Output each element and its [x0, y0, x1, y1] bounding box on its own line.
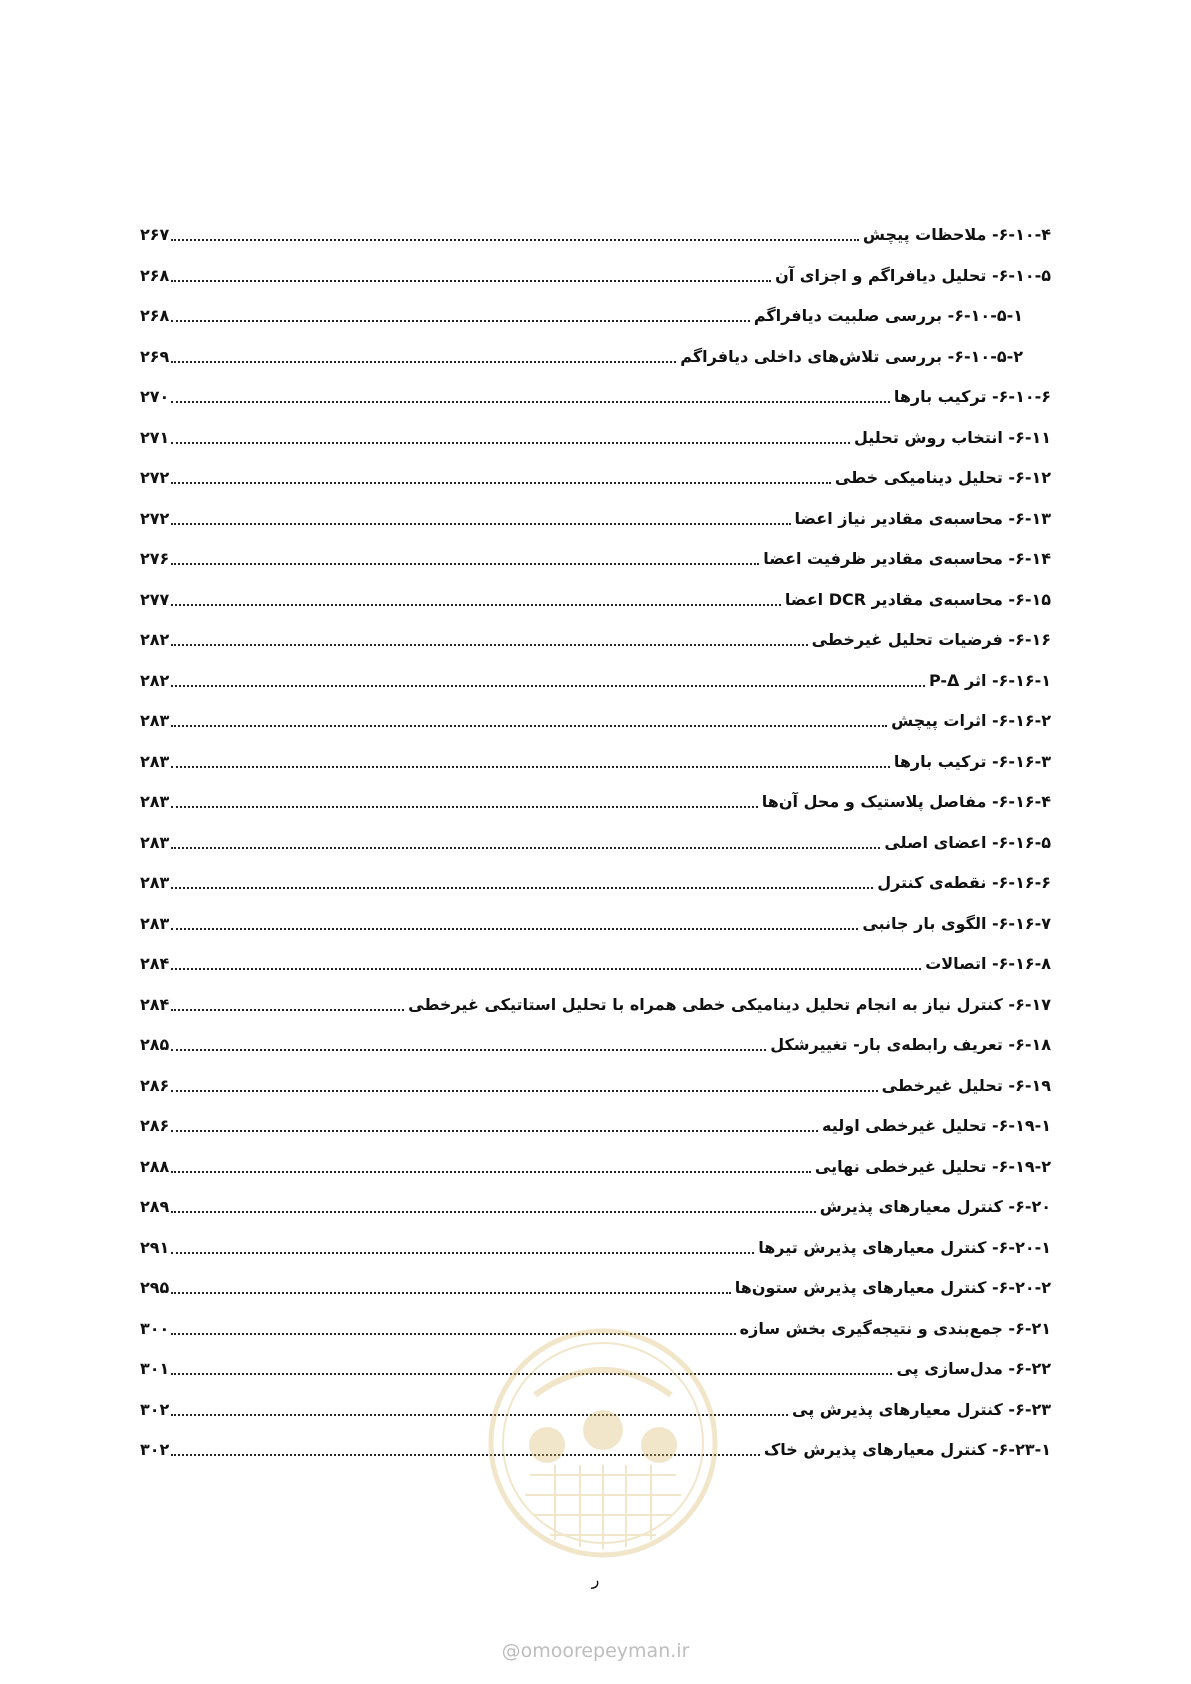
toc-entry-page: ۲۹۱: [140, 1237, 170, 1257]
toc-entry[interactable]: [140, 210, 1051, 246]
toc-entry[interactable]: [140, 818, 1051, 854]
toc-entry[interactable]: [140, 656, 1051, 692]
toc-entry-row: [140, 1156, 1051, 1178]
toc-entry[interactable]: [140, 1263, 1051, 1299]
toc-entry-row: [140, 710, 1051, 732]
toc-dot-leader: [171, 1171, 811, 1173]
toc-entry-title: ۶-۲۱- جمع‌بندی و نتیجه‌گیری بخش سازه: [739, 1318, 1051, 1338]
toc-entry[interactable]: [140, 858, 1051, 894]
toc-entry-row: [140, 1237, 1051, 1259]
toc-dot-leader: [171, 280, 771, 282]
toc-dot-leader: [171, 1049, 766, 1051]
toc-entry[interactable]: [140, 1101, 1051, 1137]
toc-entry[interactable]: [140, 899, 1051, 935]
toc-entry[interactable]: [140, 372, 1051, 408]
toc-entry-title: ۶-۱۷- کنترل نیاز به انجام تحلیل دینامیکی خطی همراه با تحلیل استاتیکی غیرخطی: [408, 994, 1051, 1014]
toc-dot-leader: [171, 442, 850, 444]
toc-entry-title: ۶-۱۶-۵- اعضای اصلی: [884, 832, 1051, 852]
toc-dot-leader: [171, 1009, 404, 1011]
toc-entry-row: [140, 427, 1051, 449]
toc-entry[interactable]: [140, 615, 1051, 651]
toc-dot-leader: [171, 928, 858, 930]
toc-dot-leader: [171, 887, 873, 889]
toc-entry-title: ۶-۱۸- تعریف رابطه‌ی بار- تغییرشکل: [770, 1035, 1051, 1054]
toc-entry[interactable]: [140, 251, 1051, 287]
toc-entry-page: ۲۸۳: [140, 832, 170, 852]
toc-entry-page: ۳۰۰: [140, 1318, 170, 1338]
toc-entry-title: ۶-۱۰-۶- ترکیب بارها: [893, 387, 1051, 406]
toc-entry-page: ۲۸۲: [140, 670, 170, 690]
toc-entry-row: [140, 953, 1051, 975]
toc-entry-title: ۶-۲۰- کنترل معیارهای پذیرش: [819, 1197, 1051, 1216]
toc-entry-page: ۲۷۶: [140, 549, 170, 568]
toc-entry-page: ۲۸۲: [140, 630, 170, 649]
toc-entry-row: [140, 629, 1051, 651]
toc-entry-page: ۳۰۲: [140, 1440, 170, 1459]
toc-dot-leader: [171, 523, 790, 525]
toc-entry-page: ۳۰۲: [140, 1399, 170, 1419]
toc-entry-page: ۲۶۷: [140, 225, 170, 244]
toc-dot-leader: [171, 968, 921, 970]
toc-entry-row: [140, 1277, 1051, 1299]
toc-entry-title: ۶-۱۳- محاسبه‌ی مقادیر نیاز اعضا: [794, 508, 1051, 528]
toc-entry-title: ۶-۲۳- کنترل معیارهای پذیرش پی: [792, 1399, 1051, 1419]
toc-entry[interactable]: [140, 939, 1051, 975]
toc-entry-title: ۶-۱۲- تحلیل دینامیکی خطی: [834, 468, 1051, 487]
toc-entry-page: ۲۶۹: [140, 346, 170, 366]
toc-dot-leader: [171, 685, 925, 687]
toc-entry-row: [140, 1115, 1051, 1137]
toc-entry-row: [140, 670, 1051, 692]
toc-entry-row: [140, 994, 1051, 1016]
watermark-seal-logo: [485, 1325, 721, 1561]
toc-entry[interactable]: [140, 777, 1051, 813]
toc-entry-row: [140, 265, 1051, 287]
page-number: ر: [591, 1570, 600, 1589]
toc-entry[interactable]: [140, 534, 1051, 570]
toc-dot-leader: [171, 1211, 815, 1213]
toc-entry-title: ۶-۲۲- مدل‌سازی پی: [896, 1359, 1051, 1378]
toc-entry-page: ۲۸۵: [140, 1035, 170, 1054]
toc-entry-page: ۲۷۷: [140, 589, 170, 609]
toc-entry-page: ۲۶۸: [140, 306, 170, 325]
toc-entry-row: [140, 467, 1051, 489]
watermark-url: @omoorepeyman.ir: [501, 1640, 690, 1662]
toc-entry-page: ۲۷۲: [140, 468, 170, 487]
toc-dot-leader: [171, 847, 880, 849]
toc-entry-title: ۶-۱۶-۸- اتصالات: [925, 954, 1051, 973]
toc-entry-page: ۲۸۴: [140, 994, 170, 1014]
toc-entry-row: [140, 1196, 1051, 1218]
toc-entry-title: ۶-۲۰-۱- کنترل معیارهای پذیرش تیرها: [758, 1237, 1051, 1257]
toc-entry-title: ۶-۱۱- انتخاب روش تحلیل: [853, 427, 1051, 447]
toc-entry[interactable]: [140, 1142, 1051, 1178]
toc-entry-row: [140, 589, 1051, 611]
toc-entry-page: ۲۷۰: [140, 387, 170, 406]
toc-entry-title: ۶-۱۴- محاسبه‌ی مقادیر ظرفیت اعضا: [763, 549, 1051, 568]
toc-entry-row: [140, 346, 1051, 368]
toc-entry-title: ۶-۱۶-۶- نقطه‌ی کنترل: [877, 873, 1051, 892]
toc-entry[interactable]: [140, 1223, 1051, 1259]
toc-entry[interactable]: [140, 332, 1051, 368]
toc-entry-title: ۶-۱۶-۷- الگوی بار جانبی: [862, 913, 1051, 933]
toc-entry[interactable]: [140, 696, 1051, 732]
toc-entry[interactable]: [140, 1061, 1051, 1097]
toc-dot-leader: [171, 482, 831, 484]
toc-entry-title: ۶-۲۰-۲- کنترل معیارهای پذیرش ستون‌ها: [734, 1278, 1051, 1297]
toc-entry-row: [140, 872, 1051, 894]
toc-entry-page: ۲۹۵: [140, 1278, 170, 1297]
toc-entry-row: [140, 305, 1051, 327]
toc-entry-row: [140, 548, 1051, 570]
toc-entry-title: ۶-۱۹-۲- تحلیل غیرخطی نهایی: [814, 1156, 1051, 1176]
toc-entry-row: [140, 832, 1051, 854]
toc-dot-leader: [171, 725, 887, 727]
toc-dot-leader: [171, 401, 890, 403]
toc-entry[interactable]: [140, 1182, 1051, 1218]
toc-dot-leader: [171, 604, 781, 606]
toc-entry[interactable]: [140, 1020, 1051, 1056]
toc-entry-page: ۲۸۳: [140, 873, 170, 892]
toc-dot-leader: [171, 1090, 877, 1092]
toc-entry-title: ۶-۱۶-۳- ترکیب بارها: [893, 751, 1051, 771]
toc-entry-page: ۲۸۶: [140, 1116, 170, 1135]
toc-entry-row: [140, 386, 1051, 408]
toc-entry[interactable]: [140, 453, 1051, 489]
toc-dot-leader: [171, 361, 676, 363]
toc-dot-leader: [171, 644, 807, 646]
toc-entry-page: ۲۷۲: [140, 508, 170, 528]
toc-entry-title: ۶-۱۶-۴- مفاصل پلاستیک و محل آن‌ها: [761, 792, 1051, 811]
toc-entry-page: ۲۸۸: [140, 1156, 170, 1176]
toc-dot-leader: [171, 806, 757, 808]
toc-entry-page: ۳۰۱: [140, 1359, 170, 1378]
toc-dot-leader: [171, 1130, 818, 1132]
toc-entry-title: ۶-۱۰-۴- ملاحظات پیچش: [862, 225, 1051, 244]
toc-entry-row: [140, 1075, 1051, 1097]
toc-entry[interactable]: [140, 413, 1051, 449]
toc-entry-row: [140, 913, 1051, 935]
toc-entry-page: ۲۸۶: [140, 1075, 170, 1095]
toc-entry-title: ۶-۱۰-۵-۲- بررسی تلاش‌های داخلی دیافراگم: [680, 346, 1023, 366]
toc-entry-title: ۶-۱۵- محاسبه‌ی مقادیر DCR اعضا: [784, 589, 1051, 609]
toc-dot-leader: [171, 563, 759, 565]
toc-entry-title: ۶-۱۰-۵- تحلیل دیافراگم و اجزای آن: [775, 265, 1051, 285]
toc-entry-title: ۶-۱۹-۱- تحلیل غیرخطی اولیه: [822, 1116, 1051, 1135]
toc-entry-page: ۲۸۴: [140, 954, 170, 973]
toc-entry-title: ۶-۱۶- فرضیات تحلیل غیرخطی: [811, 630, 1051, 649]
toc-dot-leader: [171, 239, 859, 241]
toc-entry-page: ۲۸۳: [140, 913, 170, 933]
toc-dot-leader: [171, 766, 890, 768]
toc-entry-row: [140, 224, 1051, 246]
toc-entry-page: ۲۸۳: [140, 711, 170, 730]
toc-entry-page: ۲۶۸: [140, 265, 170, 285]
toc-entry-title: ۶-۱۰-۵-۱- بررسی صلبیت دیافراگم: [753, 306, 1023, 325]
toc-entry-title: ۶-۲۳-۱- کنترل معیارهای پذیرش خاک: [763, 1440, 1051, 1459]
toc-entry[interactable]: [140, 291, 1051, 327]
toc-entry-page: ۲۷۱: [140, 427, 170, 447]
toc-entry-row: [140, 791, 1051, 813]
toc-entry-row: [140, 751, 1051, 773]
toc-dot-leader: [171, 1252, 754, 1254]
toc-entry[interactable]: [140, 575, 1051, 611]
toc-entry-title: ۶-۱۹- تحلیل غیرخطی: [881, 1075, 1051, 1095]
toc-entry-title: ۶-۱۶-۲- اثرات پیچش: [891, 711, 1051, 730]
toc-dot-leader: [171, 320, 750, 322]
toc-entry[interactable]: [140, 494, 1051, 530]
toc-entry-page: ۲۸۹: [140, 1197, 170, 1216]
toc-entry-title: ۶-۱۶-۱- اثر P-Δ: [928, 670, 1051, 690]
toc-dot-leader: [171, 1292, 730, 1294]
toc-entry-row: [140, 508, 1051, 530]
toc-entry-page: ۲۸۳: [140, 751, 170, 771]
toc-entry-page: ۲۸۳: [140, 792, 170, 811]
toc-entry[interactable]: [140, 737, 1051, 773]
toc-entry-row: [140, 1034, 1051, 1056]
toc-entry[interactable]: [140, 980, 1051, 1016]
